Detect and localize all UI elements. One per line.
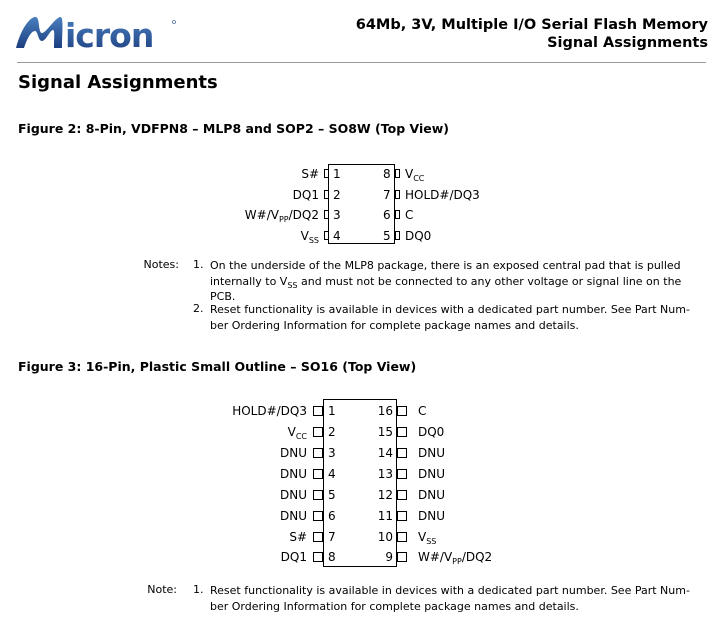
header-divider (17, 62, 706, 63)
pin-label: DNU (280, 446, 307, 460)
pin-number: 10 (377, 530, 393, 544)
pin-label: C (418, 404, 427, 418)
pin-label: $W\#/V_{PP}/DQ2$ (244, 208, 319, 224)
pin-number: 14 (377, 446, 393, 460)
pin-number: 16 (377, 404, 393, 418)
note-text: On the underside of the MLP8 package, there is an exposed central pad that is pulled internally to $V_{SS}$ and must not be connected to any other voltage or signal line on the PCB. (210, 259, 682, 303)
pin-number: 8 (328, 550, 336, 564)
pin-lead (395, 231, 400, 240)
pin-number: 6 (328, 509, 336, 523)
pin-label: DNU (280, 488, 307, 502)
pin-lead (395, 169, 400, 178)
pin-lead (395, 190, 400, 199)
note-text: Reset functionality is available in devices with a dedicated part number. See Part Number Ordering Information for complete package names and details. (210, 303, 690, 332)
pin-number: 11 (377, 509, 393, 523)
pin-label: HOLD#/DQ3 (405, 188, 480, 202)
pin-lead (324, 231, 329, 240)
pin-lead (397, 427, 407, 437)
note-number: 2. (193, 302, 204, 315)
doc-title: 64Mb, 3V, Multiple I/O Serial Flash Memory (355, 17, 708, 33)
pin-number: 1 (333, 167, 341, 181)
pin-label: $W\#/V_{PP}/DQ2$ (418, 550, 493, 566)
pin-label: DQ1 (280, 550, 307, 564)
pin-lead (397, 511, 407, 521)
pin-lead (313, 448, 323, 458)
pin-number: 8 (383, 167, 391, 181)
pin-number: 6 (383, 208, 391, 222)
pin-label: C (405, 208, 414, 222)
pin-number: 4 (333, 229, 341, 243)
pin-label: S# (301, 167, 319, 181)
pin-lead (397, 406, 407, 416)
micron-logo (14, 9, 176, 53)
pin-number: 12 (377, 488, 393, 502)
pin-lead (313, 532, 323, 542)
note-number: 1. (193, 258, 204, 271)
pin-lead (324, 210, 329, 219)
pin-lead (313, 406, 323, 416)
svg-text:icron: icron (65, 16, 154, 53)
pin-label: DNU (280, 509, 307, 523)
notes-label: Notes: (143, 258, 179, 271)
pin-lead (313, 511, 323, 521)
note-text: Reset functionality is available in devices with a dedicated part number. See Part Number Ordering Information for complete package names and details. (210, 584, 690, 613)
figure3-title: Figure 3: 16-Pin, Plastic Small Outline – SO16 (Top View) (18, 359, 417, 374)
pin-number: 5 (383, 229, 391, 243)
note-number: 1. (193, 583, 204, 596)
pin-label: S# (289, 530, 307, 544)
pin-lead (397, 552, 407, 562)
pin-number: 5 (328, 488, 336, 502)
pin-lead (313, 552, 323, 562)
pin-number: 3 (333, 208, 341, 222)
pin-label: $V_{CC}$ (405, 167, 425, 183)
pin-number: 4 (328, 467, 336, 481)
notes-label: Note: (147, 583, 177, 596)
pin-lead (313, 427, 323, 437)
pin-lead (397, 490, 407, 500)
pin-label: DNU (418, 467, 445, 481)
pin-label: DNU (418, 488, 445, 502)
pin-lead (324, 169, 329, 178)
pin-label: DNU (418, 509, 445, 523)
pin-number: 9 (385, 550, 393, 564)
pin-number: 15 (377, 425, 393, 439)
pin-number: 13 (377, 467, 393, 481)
doc-section-name: Signal Assignments (547, 35, 708, 51)
pin-number: 7 (328, 530, 336, 544)
pin-number: 1 (328, 404, 336, 418)
pin-lead (397, 448, 407, 458)
pin-lead (313, 469, 323, 479)
pin-label: $V_{CC}$ (287, 425, 307, 441)
section-title: Signal Assignments (18, 72, 218, 93)
pin-number: 7 (383, 188, 391, 202)
pin-lead (313, 490, 323, 500)
pin-lead (397, 469, 407, 479)
pin-number: 2 (333, 188, 341, 202)
pin-label: DNU (280, 467, 307, 481)
pin-label: DQ0 (418, 425, 445, 439)
pin-lead (395, 210, 400, 219)
pin-number: 2 (328, 425, 336, 439)
pin-label: $V_{SS}$ (418, 530, 437, 546)
pin-label: DNU (418, 446, 445, 460)
pin-label: DQ0 (405, 229, 432, 243)
figure2-title: Figure 2: 8-Pin, VDFPN8 – MLP8 and SOP2 – SO8W (Top View) (18, 121, 450, 136)
pin-label: $V_{SS}$ (300, 229, 319, 245)
pin-label: DQ1 (292, 188, 319, 202)
pin-label: HOLD#/DQ3 (232, 404, 307, 418)
pin-number: 3 (328, 446, 336, 460)
pin-lead (397, 532, 407, 542)
pin-lead (324, 190, 329, 199)
